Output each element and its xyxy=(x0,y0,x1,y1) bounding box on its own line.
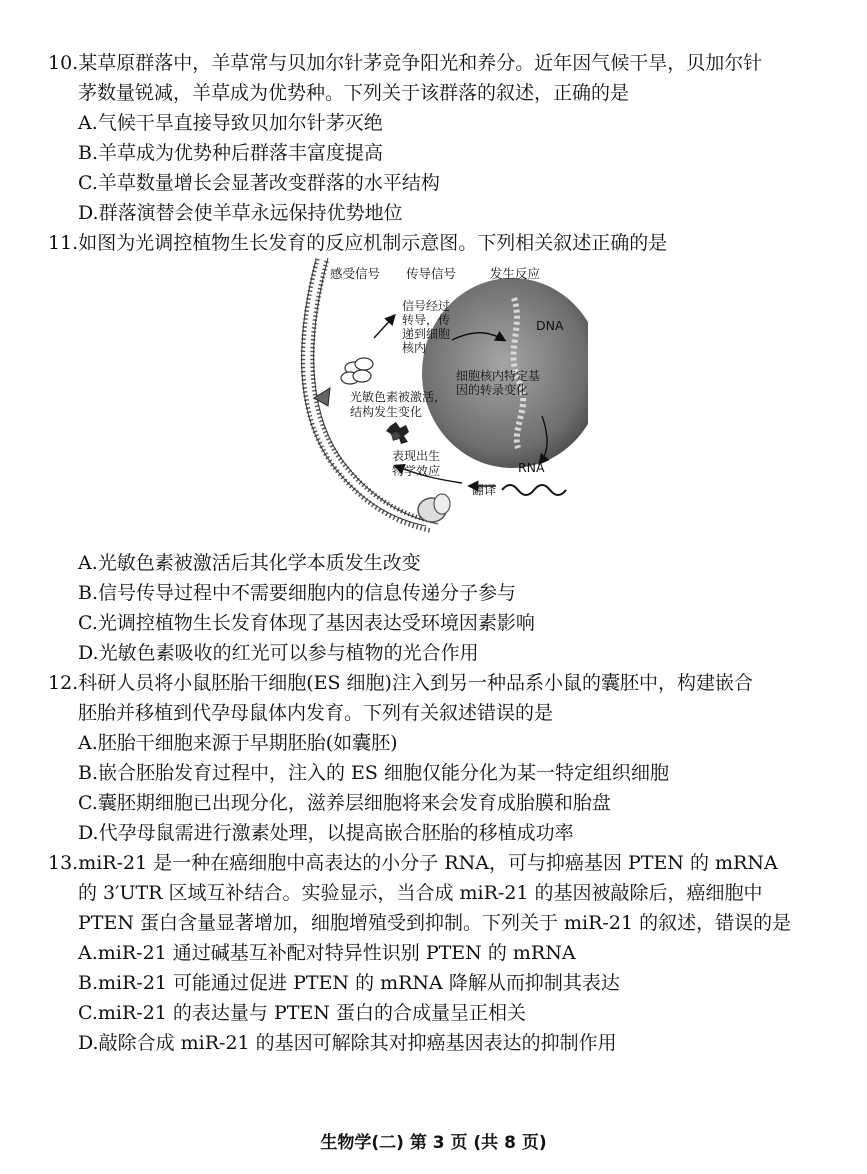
light-signal-diagram xyxy=(292,258,588,534)
dna-label: DNA xyxy=(536,318,564,333)
header-transduce-signal: 传导信号 xyxy=(406,266,457,281)
phytochrome-icon xyxy=(341,358,373,384)
gene-text-line2: 因的转录变化 xyxy=(456,383,529,397)
q12-option-b: B.嵌合胚胎发育过程中，注入的 ES 细胞仅能分化为某一特定组织细胞 xyxy=(78,762,669,784)
q10-option-a: A.气候干旱直接导致贝加尔针茅灭绝 xyxy=(78,112,383,134)
protein-icon xyxy=(386,422,409,444)
q13-stem-line3: PTEN 蛋白含量显著增加，细胞增殖受到抑制。下列关于 miR-21 的叙述，错误的是 xyxy=(78,912,792,934)
phyto-text-line2: 结构发生变化 xyxy=(350,405,423,419)
membrane-protein-icon xyxy=(418,494,450,522)
header-sense-signal: 感受信号 xyxy=(330,266,381,281)
q13-option-b: B.miR-21 可能通过促进 PTEN 的 mRNA 降解从而抑制其表达 xyxy=(78,972,620,994)
q11-figure xyxy=(292,258,588,534)
arrow-to-signal xyxy=(374,316,394,338)
effect-text-line2: 物学效应 xyxy=(392,464,441,478)
q12-option-d: D.代孕母鼠需进行激素处理，以提高嵌合胚胎的移植成功率 xyxy=(78,822,574,844)
translation-label: 翻译 xyxy=(472,483,497,497)
q13-stem-line1: 13.miR-21 是一种在癌细胞中高表达的小分子 RNA，可与抑癌基因 PTEN 的 mRNA xyxy=(48,852,778,874)
q11-option-b: B.信号传导过程中不需要细胞内的信息传递分子参与 xyxy=(78,582,517,604)
rna-label: RNA xyxy=(518,460,545,475)
q10-stem-line1: 10.某草原群落中，羊草常与贝加尔针茅竞争阳光和养分。近年因气候干旱，贝加尔针 xyxy=(48,52,763,74)
q13-stem-line2: 的 3′UTR 区域互补结合。实验显示，当合成 miR-21 的基因被敲除后，癌细胞中 xyxy=(78,882,763,904)
q13-option-a: A.miR-21 通过碱基互补配对特异性识别 PTEN 的 mRNA xyxy=(78,942,576,964)
phyto-text-line1: 光敏色素被激活， xyxy=(350,390,447,404)
gene-text-line1: 细胞核内特定基 xyxy=(456,369,541,383)
q12-stem-line1: 12.科研人员将小鼠胚胎干细胞(ES 细胞)注入到另一种品系小鼠的囊胚中，构建嵌合 xyxy=(48,672,753,694)
q12-option-a: A.胚胎干细胞来源于早期胚胎(如囊胚) xyxy=(78,732,398,754)
q10-option-d: D.群落演替会使羊草永远保持优势地位 xyxy=(78,202,403,224)
q13-option-c: C.miR-21 的表达量与 PTEN 蛋白的合成量呈正相关 xyxy=(78,1002,526,1024)
signal-text-line3: 递到细胞 xyxy=(402,327,451,341)
signal-text-line4: 核内 xyxy=(402,341,427,355)
signal-text-line1: 信号经过 xyxy=(402,299,451,313)
q13-option-d: D.敲除合成 miR-21 的基因可解除其对抑癌基因表达的抑制作用 xyxy=(78,1032,617,1054)
page-footer: 生物学(二) 第 3 页 (共 8 页) xyxy=(320,1133,547,1153)
q12-option-c: C.囊胚期细胞已出现分化，滋养层细胞将来会发育成胎膜和胎盘 xyxy=(78,792,611,814)
effect-text-line1: 表现出生 xyxy=(392,449,441,463)
q11-option-a: A.光敏色素被激活后其化学本质发生改变 xyxy=(78,552,421,574)
header-response: 发生反应 xyxy=(490,266,541,281)
rna-strand xyxy=(502,485,566,495)
q10-option-c: C.羊草数量增长会显著改变群落的水平结构 xyxy=(78,172,440,194)
q10-option-b: B.羊草成为优势种后群落丰富度提高 xyxy=(78,142,384,164)
q11-stem-line1: 11.如图为光调控植物生长发育的反应机制示意图。下列相关叙述正确的是 xyxy=(48,232,668,254)
q11-option-d: D.光敏色素吸收的红光可以参与植物的光合作用 xyxy=(78,642,479,664)
q10-stem-line2: 茅数量锐减，羊草成为优势种。下列关于该群落的叙述，正确的是 xyxy=(78,82,630,104)
q11-option-c: C.光调控植物生长发育体现了基因表达受环境因素影响 xyxy=(78,612,535,634)
q12-stem-line2: 胚胎并移植到代孕母鼠体内发育。下列有关叙述错误的是 xyxy=(78,702,554,724)
signal-text-line2: 转导，传 xyxy=(402,313,451,327)
